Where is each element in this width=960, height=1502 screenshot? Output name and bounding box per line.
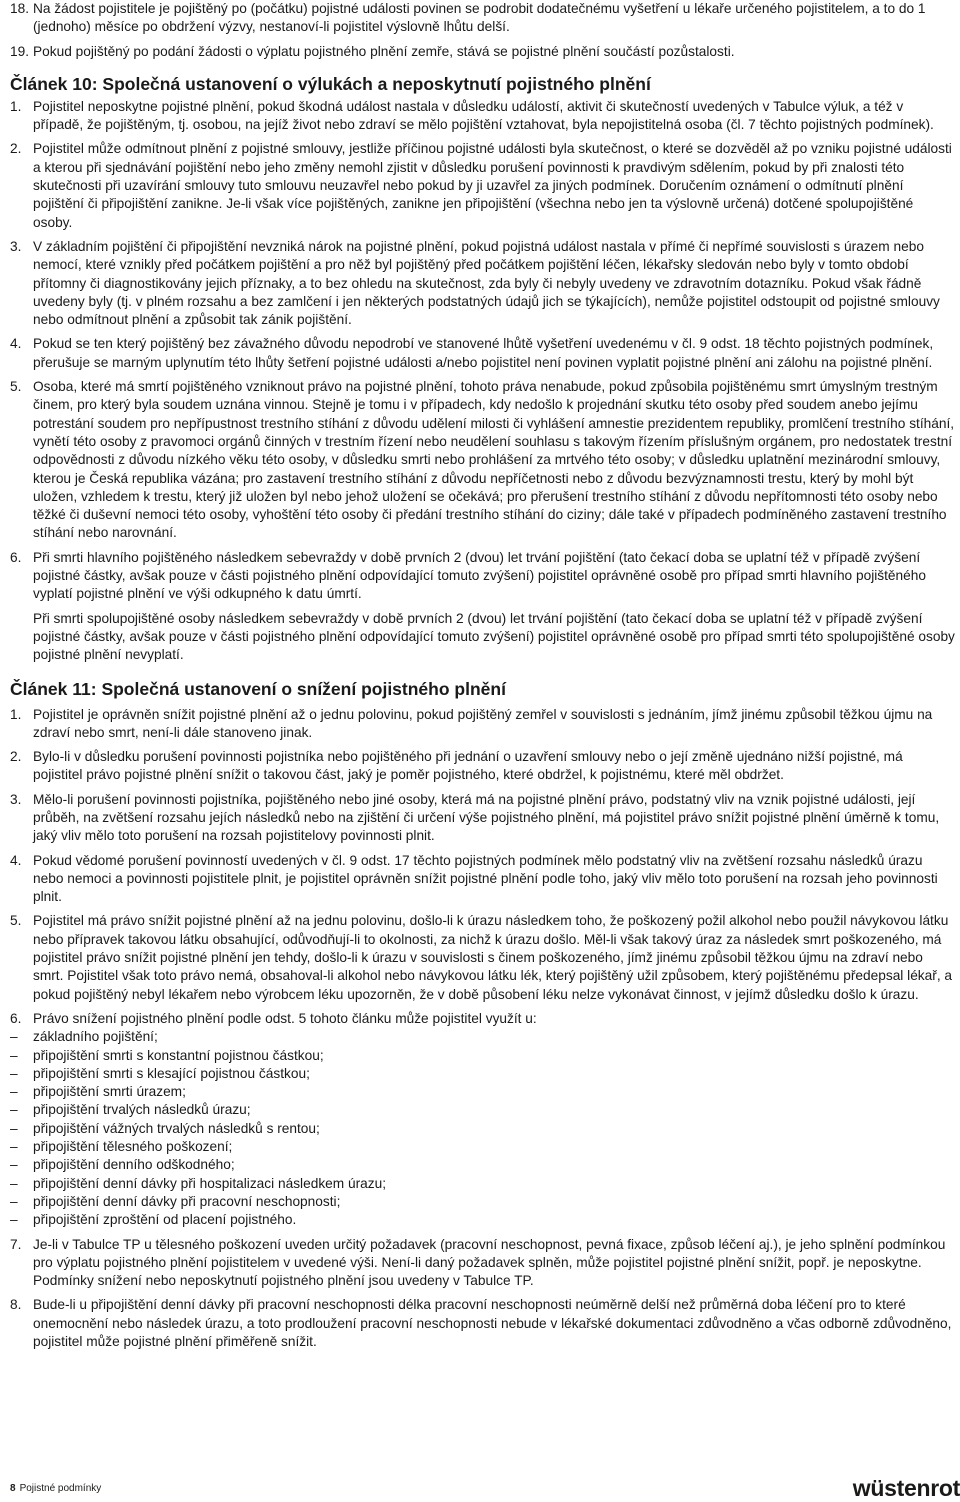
item-number: 3. xyxy=(10,791,22,807)
list-item xyxy=(10,238,955,329)
list-item xyxy=(10,378,955,543)
document-page xyxy=(10,0,955,1351)
item-number: 7. xyxy=(10,1236,22,1252)
item-text: Bude-li u připojištění denní dávky při pracovní neschopnosti délka pracovní neschopnosti neúměrně delší než průměrná doba léčení pro to které onemocnění nebo následek úrazu, a toto prodloužení pracovní neschopnosti nebude v lékařské dokumentaci zdůvodněno a včas odborně zdůvodněno, pojistitel může pojistné plnění přiměřeně snížit. xyxy=(33,1297,952,1349)
item-text: Pokud vědomé porušení povinností uvedených v čl. 9 odst. 17 těchto pojistných podmínek mělo podstatný vliv na zvětšení rozsahu následků úrazu nebo nemoci a povinnosti pojistitele plnit, je pojistitel oprávněn snížit pojistné plnění podle toho, jaký vliv mělo toto porušení na rozsah jeho povinnosti plnit. xyxy=(33,852,938,905)
list-item xyxy=(10,335,955,372)
dash-list xyxy=(33,1028,955,1229)
item-number: 3. xyxy=(10,238,22,254)
dash-list-item: – připojištění smrti s konstantní pojistnou částkou; xyxy=(10,1047,955,1065)
item-text: Pokud pojištěný po podání žádosti o výplatu pojistného plnění zemře, stává se pojistné plnění součástí pozůstalosti. xyxy=(33,43,735,59)
item-text: Pokud se ten který pojištěný bez závažného důvodu nepodrobí ve stanovené lhůtě vyšetření uvedenému v čl. 9 odst. 18 těchto pojistných podmínek, přerušuje se marným uplynutím této lhůty šetření pojistné události a/nebo pojistitel není povinen vyplatit pojistné plnění ani zálohu na pojistné plnění. xyxy=(33,336,934,370)
item-number: 4. xyxy=(10,852,22,868)
list-item xyxy=(10,1236,955,1291)
item-text: Pojistitel je oprávněn snížit pojistné plnění až o jednu polovinu, pokud pojištěný zemřel v souvislosti s jednáním, jímž jinému způsobil těžkou újmu na zdraví nebo smrt, není-li dále stanoveno jinak. xyxy=(33,706,933,740)
item-text: Mělo-li porušení povinnosti pojistníka, pojištěného nebo jiné osoby, která má na pojistné plnění právo, podstatný vliv na vznik pojistné události, její průběh, na zvětšení rozsahu jejích následků nebo na zjištění či určení výše pojistného plnění, má pojistitel právo snížit pojistné plnění úměrně k tomu, jaký vliv mělo toto porušení na rozsah pojistitelovy povinnosti plnit. xyxy=(33,791,940,844)
list-item xyxy=(10,852,955,907)
item-text: Pojistitel může odmítnout plnění z pojistné smlouvy, jestliže příčinou pojistné události byla skutečnost, o které se dozvěděl až po vzniku pojistné události a kterou při sjednávání pojištění nebo jeho změny nemohl zjistit v důsledku porušení povinnosti k pravdivým sdělením, pokud by při znalosti této skutečnosti při uzavírání smlouvy tuto smlouvu neuzavřel nebo pokud by ji uzavřel za jiných podmínek. Doručením oznámení o odmítnutí plnění pojištění či připojištění zanikne. Je-li však více pojištěných, zanikne jen připojištění (všechna nebo jen ta výslovně určená) dotčené spolupojištěné osoby. xyxy=(33,141,952,230)
dash-list-item: – základního pojištění; xyxy=(10,1028,955,1046)
article-10-heading: Článek 10: Společná ustanovení o výlukách a neposkytnutí pojistného plnění xyxy=(10,73,651,94)
item-number: 6. xyxy=(10,549,22,565)
dash-list-item: – připojištění denního odškodného; xyxy=(10,1156,955,1174)
article-11-body xyxy=(10,706,955,1352)
item-number: 5. xyxy=(10,379,22,395)
dash-list-item: – připojištění zproštění od placení pojistného. xyxy=(10,1211,955,1229)
item-text: Je-li v Tabulce TP u tělesného poškození uveden určitý požadavek (pracovní neschopnost, pevná fixace, způsob léčení aj.), je jeho splnění podmínkou pro výplatu pojistného plnění pojistitelem v uvedené výši. Není-li daný požadavek splněn, může pojistitel pojistné plnění snížit, popř. je neposkytne. Podmínky snížení nebo neposkytnutí pojistného plnění jsou uvedeny v Tabulce TP. xyxy=(33,1236,946,1289)
list-item xyxy=(10,98,955,135)
list-item xyxy=(10,140,955,231)
item-text: Osoba, které má smrtí pojištěného vzniknout právo na pojistné plnění, tohoto práva nenabude, pokud způsobila pojištěnému smrt úmyslným trestným činem, pro který byla soudem uznána vinnou. Stejně je tomu i v případech, kdy nedošlo k projednání skutku této osoby před soudem anebo jejímu potrestání soudem pro nepřípustnost trestního stíhání z důvodu udělení milosti či vyhlášení amnestie prezidentem republiky, promlčení trestního stíhání, vynětí této osoby z pravomoci orgánů činných v trestním řízení nebo neudělení souhlasu s takovým řízením příslušným orgánem, pro nedostatek trestní odpovědnosti z důvodu nízkého věku této osoby, v důsledku smrti nebo prohlášení za mrtvého této osoby; v důsledku uplatnění mezinárodní smlouvy, kterou je Česká republika vázána; pro zastavení trestního stíhání z důvodu nepříčetnosti nebo z důvodu bezvýznamnosti trestu, který by mohl být uložen, vzhledem k trestu, který již uložen byl nebo jehož uložení se očekává; pro přerušení trestního stíhání z důvodu nepřítomnosti této osoby nebo těžké či duševní nemoci této osoby, vyhoštění této osoby či předání trestního stíhání do ciziny; dále také v případech podmíněného zastavení trestního stíhání nebo narovnání. xyxy=(33,379,955,541)
item-text: V základním pojištění či připojištění nevzniká nárok na pojistné plnění, pokud pojistná událost nastala v přímé či nepřímé souvislosti s úrazem nebo nemocí, které vznikly před počátkem pojištění a pro něž byl pojištěný před počátkem pojištění léčen, lékařsky sledován nebo byly v tomto období přítomny či diagnostikovány jejich příznaky, a to bez ohledu na skutečnost, zda byly či nebyly uvedeny ve zdravotním dotazníku. Pokud však řádně uvedeny byly (tj. v plném rozsahu a bez zamlčení i jen některých podstatných údajů jich se týkajících), nemůže pojistitel odstoupit od pojistné smlouvy nebo odmítnout plnění a způsobit tak zánik pojištění. xyxy=(33,238,940,328)
item-number: 8. xyxy=(10,1297,22,1313)
footer-label: Pojistné podmínky xyxy=(19,1483,102,1494)
item-text-continued: Při smrti spolupojištěné osoby následkem sebevraždy v době prvních 2 (dvou) let trvání pojištění (tato čekací doba se uplatní též v případě zvýšení pojistné částky, avšak pouze v části pojistného plnění odpovídající tomuto zvýšení) pojistitel oprávněné osobě pro případ smrti této spolupojištěné osoby pojistné plnění nevyplatí. xyxy=(33,610,955,663)
dash-list-item: – připojištění smrti s klesající pojistnou částkou; xyxy=(10,1065,955,1083)
item-text: Pojistitel má právo snížit pojistné plnění až na jednu polovinu, došlo-li k úrazu následkem toho, že poškozený požil alkohol nebo použil návykovou látku nebo přípravek takovou látku obsahující, odůvodňují-li to okolnosti, za nichž k úrazu došlo. Měl-li však takový úraz za následek smrt poškozeného, má pojistitel právo snížit pojistné plnění jen tehdy, došlo-li k úrazu v souvislosti s činem poškozeného, jímž jinému způsobil těžkou újmu na zdraví nebo smrt. Pojistitel však toto právo nemá, obsahoval-li alkohol nebo návykovou látku lék, který pojištěný užil způsobem, který pojištěnému předepsal lékař, a pokud pojištěný nebyl lékařem nebo výrobcem léku upozorněn, že v době působení léku nelze vykonávat činnost, v jejímž důsledku došlo k úrazu. xyxy=(33,913,953,1002)
dash-list-item: – připojištění tělesného poškození; xyxy=(10,1138,955,1156)
item-number: 1. xyxy=(10,98,22,114)
list-item xyxy=(10,1010,955,1230)
list-item xyxy=(10,549,955,665)
list-item xyxy=(10,706,955,743)
item-text: Bylo-li v důsledku porušení povinnosti pojistníka nebo pojištěného při jednání o uzavření smlouvy nebo o její změně ujednáno nižší pojistné, má pojistitel právo pojistné plnění snížit o takovou část, jaký je poměr pojistného, které obdržel, k pojistnému, které měl obdržet. xyxy=(33,749,903,783)
item-number: 2. xyxy=(10,141,22,157)
page-footer xyxy=(10,1483,101,1494)
item-text: Pojistitel neposkytne pojistné plnění, pokud škodná událost nastala v důsledku událostí, aktivit či skutečností uvedených v Tabulce výluk, a též v případě, že pojištěným, tj. osobou, na jejíž život nebo zdraví se mělo pojištění vztahovat, byla nepojistitelná osoba (čl. 7 těchto pojistných podmínek). xyxy=(33,98,934,133)
item-text: Při smrti hlavního pojištěného následkem sebevraždy v době prvních 2 (dvou) let trvání pojištění (tato čekací doba se uplatní též v případě zvýšení pojistné částky, avšak pouze v části pojistného plnění odpovídající tomuto zvýšení) pojistitel oprávněné osobě pro případ smrti hlavního pojištěného vyplatí pojistné plnění ve výši odkupného k datu úmrtí. xyxy=(33,549,926,602)
item-number: 4. xyxy=(10,336,22,352)
list-item xyxy=(10,1296,955,1351)
item-number: 18. xyxy=(10,1,30,16)
item-text: Právo snížení pojistného plnění podle odst. 5 tohoto článku může pojistitel využít u: xyxy=(33,1010,537,1026)
dash-list-item: – připojištění denní dávky při hospitalizaci následkem úrazu; xyxy=(10,1175,955,1193)
article-11-heading: Článek 11: Společná ustanovení o snížení pojistného plnění xyxy=(10,678,506,699)
list-item xyxy=(10,748,955,785)
company-logo: wüstenrot xyxy=(852,1475,960,1501)
item-number: 2. xyxy=(10,749,22,765)
item-number: 6. xyxy=(10,1010,22,1026)
list-item xyxy=(10,43,955,61)
article-10-body xyxy=(10,98,955,665)
dash-list-item: – připojištění denní dávky při pracovní neschopnosti; xyxy=(10,1193,955,1211)
dash-list-item: – připojištění smrti úrazem; xyxy=(10,1083,955,1101)
section-continued xyxy=(10,0,955,61)
list-item xyxy=(10,912,955,1003)
dash-list-item: – připojištění vážných trvalých následků s rentou; xyxy=(10,1120,955,1138)
item-text: Na žádost pojistitele je pojištěný po (počátku) pojistné události povinen se podrobit dodatečnému vyšetření u lékaře určeného pojistitelem, a to do 1 (jednoho) měsíce po obdržení výzvy, nestanoví-li pojistitel výslovně lhůtu delší. xyxy=(33,1,926,35)
item-number: 5. xyxy=(10,913,22,929)
item-number: 19. xyxy=(10,43,30,59)
list-item xyxy=(10,0,955,37)
dash-list-item: – připojištění trvalých následků úrazu; xyxy=(10,1101,955,1119)
item-number: 1. xyxy=(10,706,22,722)
list-item xyxy=(10,791,955,846)
page-number: 8 xyxy=(10,1483,16,1494)
